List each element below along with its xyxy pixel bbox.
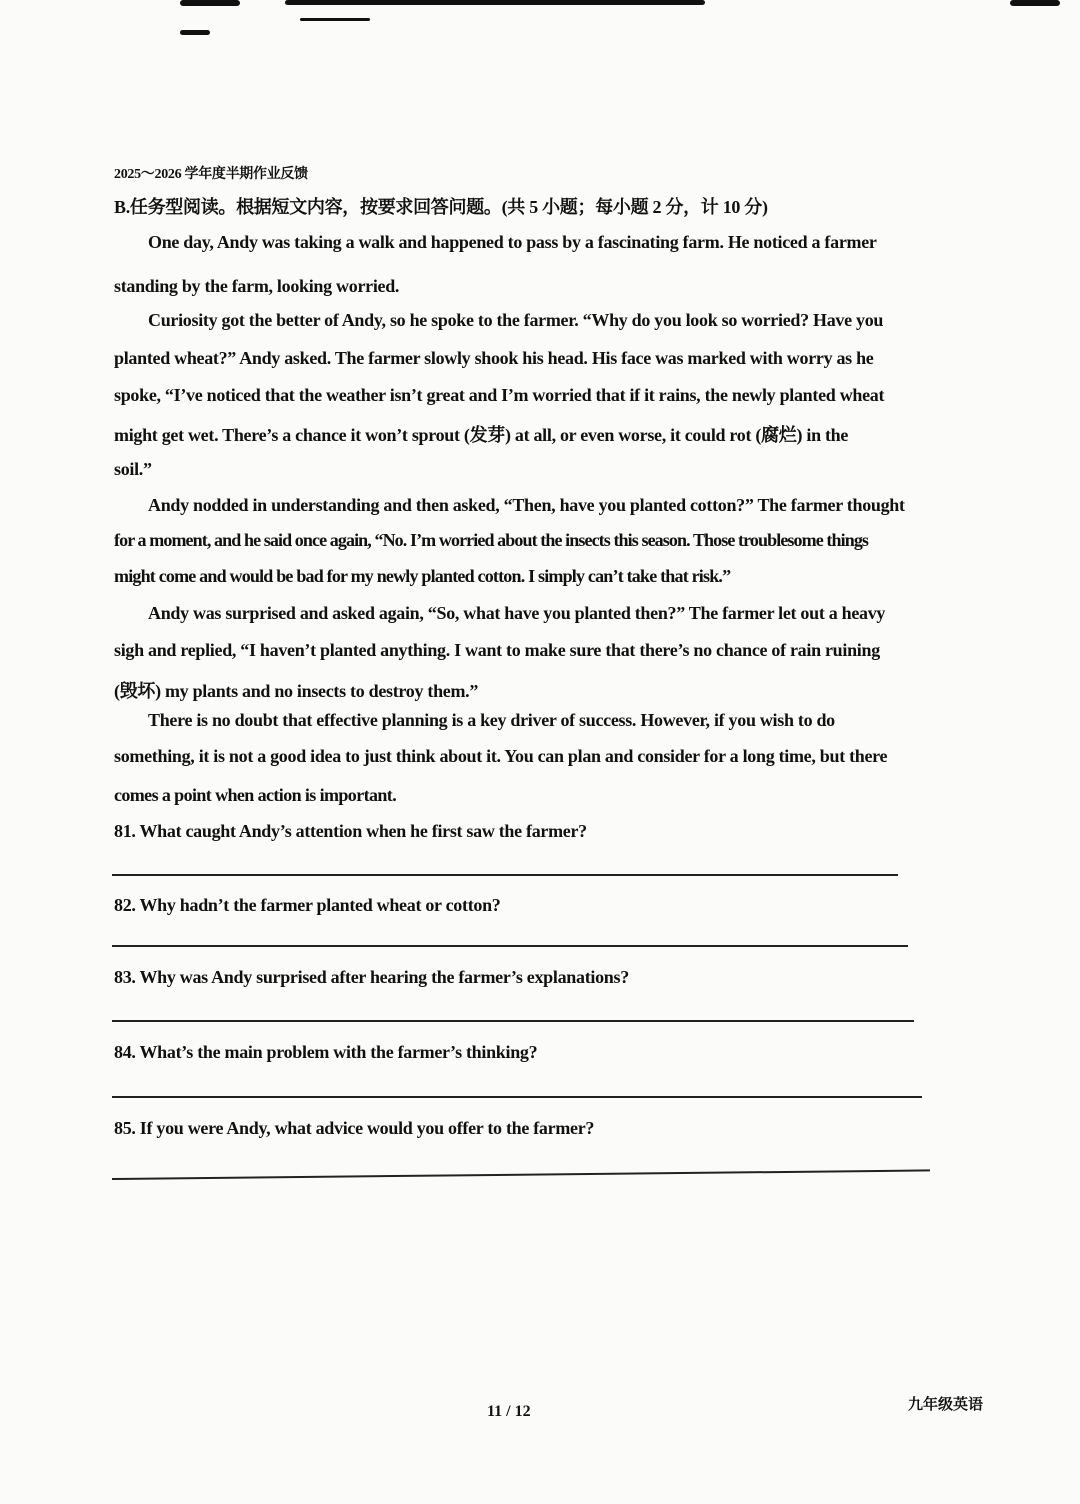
passage-line: One day, Andy was taking a walk and happened to pass by a fascinating farm. He noticed a farmer bbox=[148, 232, 877, 252]
question-85: 85. If you were Andy, what advice would you offer to the farmer? bbox=[114, 1118, 595, 1138]
passage-line: soil.” bbox=[114, 459, 152, 479]
scan-smudge bbox=[180, 0, 240, 6]
passage-line: planted wheat?” Andy asked. The farmer slowly shook his head. His face was marked with worry as he bbox=[114, 348, 874, 368]
answer-line-81[interactable] bbox=[112, 874, 898, 876]
document-header: 2025～2026 学年度半期作业反馈 bbox=[114, 167, 308, 182]
passage-line: Curiosity got the better of Andy, so he spoke to the farmer. “Why do you look so worried? Have you bbox=[148, 310, 884, 330]
question-81: 81. What caught Andy’s attention when he first saw the farmer? bbox=[114, 821, 587, 841]
scan-smudge bbox=[285, 0, 705, 5]
question-82: 82. Why hadn’t the farmer planted wheat or cotton? bbox=[114, 895, 501, 915]
passage-line: might come and would be bad for my newly planted cotton. I simply can’t take that risk.” bbox=[114, 566, 731, 586]
passage-line: standing by the farm, looking worried. bbox=[114, 276, 400, 296]
passage-line: might get wet. There’s a chance it won’t sprout (发芽) at all, or even worse, it could rot (腐烂) in the bbox=[114, 425, 849, 445]
passage-line: spoke, “I’ve noticed that the weather isn’t great and I’m worried that if it rains, the newly planted wheat bbox=[114, 385, 885, 405]
question-83: 83. Why was Andy surprised after hearing the farmer’s explanations? bbox=[114, 967, 629, 987]
scan-smudge bbox=[300, 18, 370, 21]
subject-label: 九年级英语 bbox=[908, 1395, 984, 1413]
passage-line: Andy was surprised and asked again, “So, what have you planted then?” The farmer let out a heavy bbox=[148, 603, 886, 623]
answer-line-82[interactable] bbox=[112, 945, 908, 947]
passage-line: comes a point when action is important. bbox=[114, 785, 397, 805]
section-title: B.任务型阅读。根据短文内容，按要求回答问题。(共 5 小题；每小题 2 分，计 10 分) bbox=[114, 197, 768, 217]
page-number: 11 / 12 bbox=[487, 1403, 531, 1420]
passage-line: Andy nodded in understanding and then asked, “Then, have you planted cotton?” The farmer thought bbox=[148, 495, 905, 515]
passage-line: something, it is not a good idea to just think about it. You can plan and consider for a long time, but there bbox=[114, 746, 888, 766]
answer-line-85[interactable] bbox=[112, 1169, 930, 1180]
answer-line-83[interactable] bbox=[112, 1020, 914, 1022]
passage-line: There is no doubt that effective planning is a key driver of success. However, if you wish to do bbox=[148, 710, 835, 730]
passage-line: sigh and replied, “I haven’t planted anything. I want to make sure that there’s no chance of rain ruining bbox=[114, 640, 880, 660]
passage-line: (毁坏) my plants and no insects to destroy them.” bbox=[114, 681, 479, 701]
passage-line: for a moment, and he said once again, “No. I’m worried about the insects this season. Those troublesome things bbox=[114, 530, 869, 550]
question-84: 84. What’s the main problem with the farmer’s thinking? bbox=[114, 1042, 538, 1062]
scan-smudge bbox=[1010, 0, 1060, 6]
answer-line-84[interactable] bbox=[112, 1096, 922, 1098]
scan-smudge bbox=[180, 30, 210, 35]
